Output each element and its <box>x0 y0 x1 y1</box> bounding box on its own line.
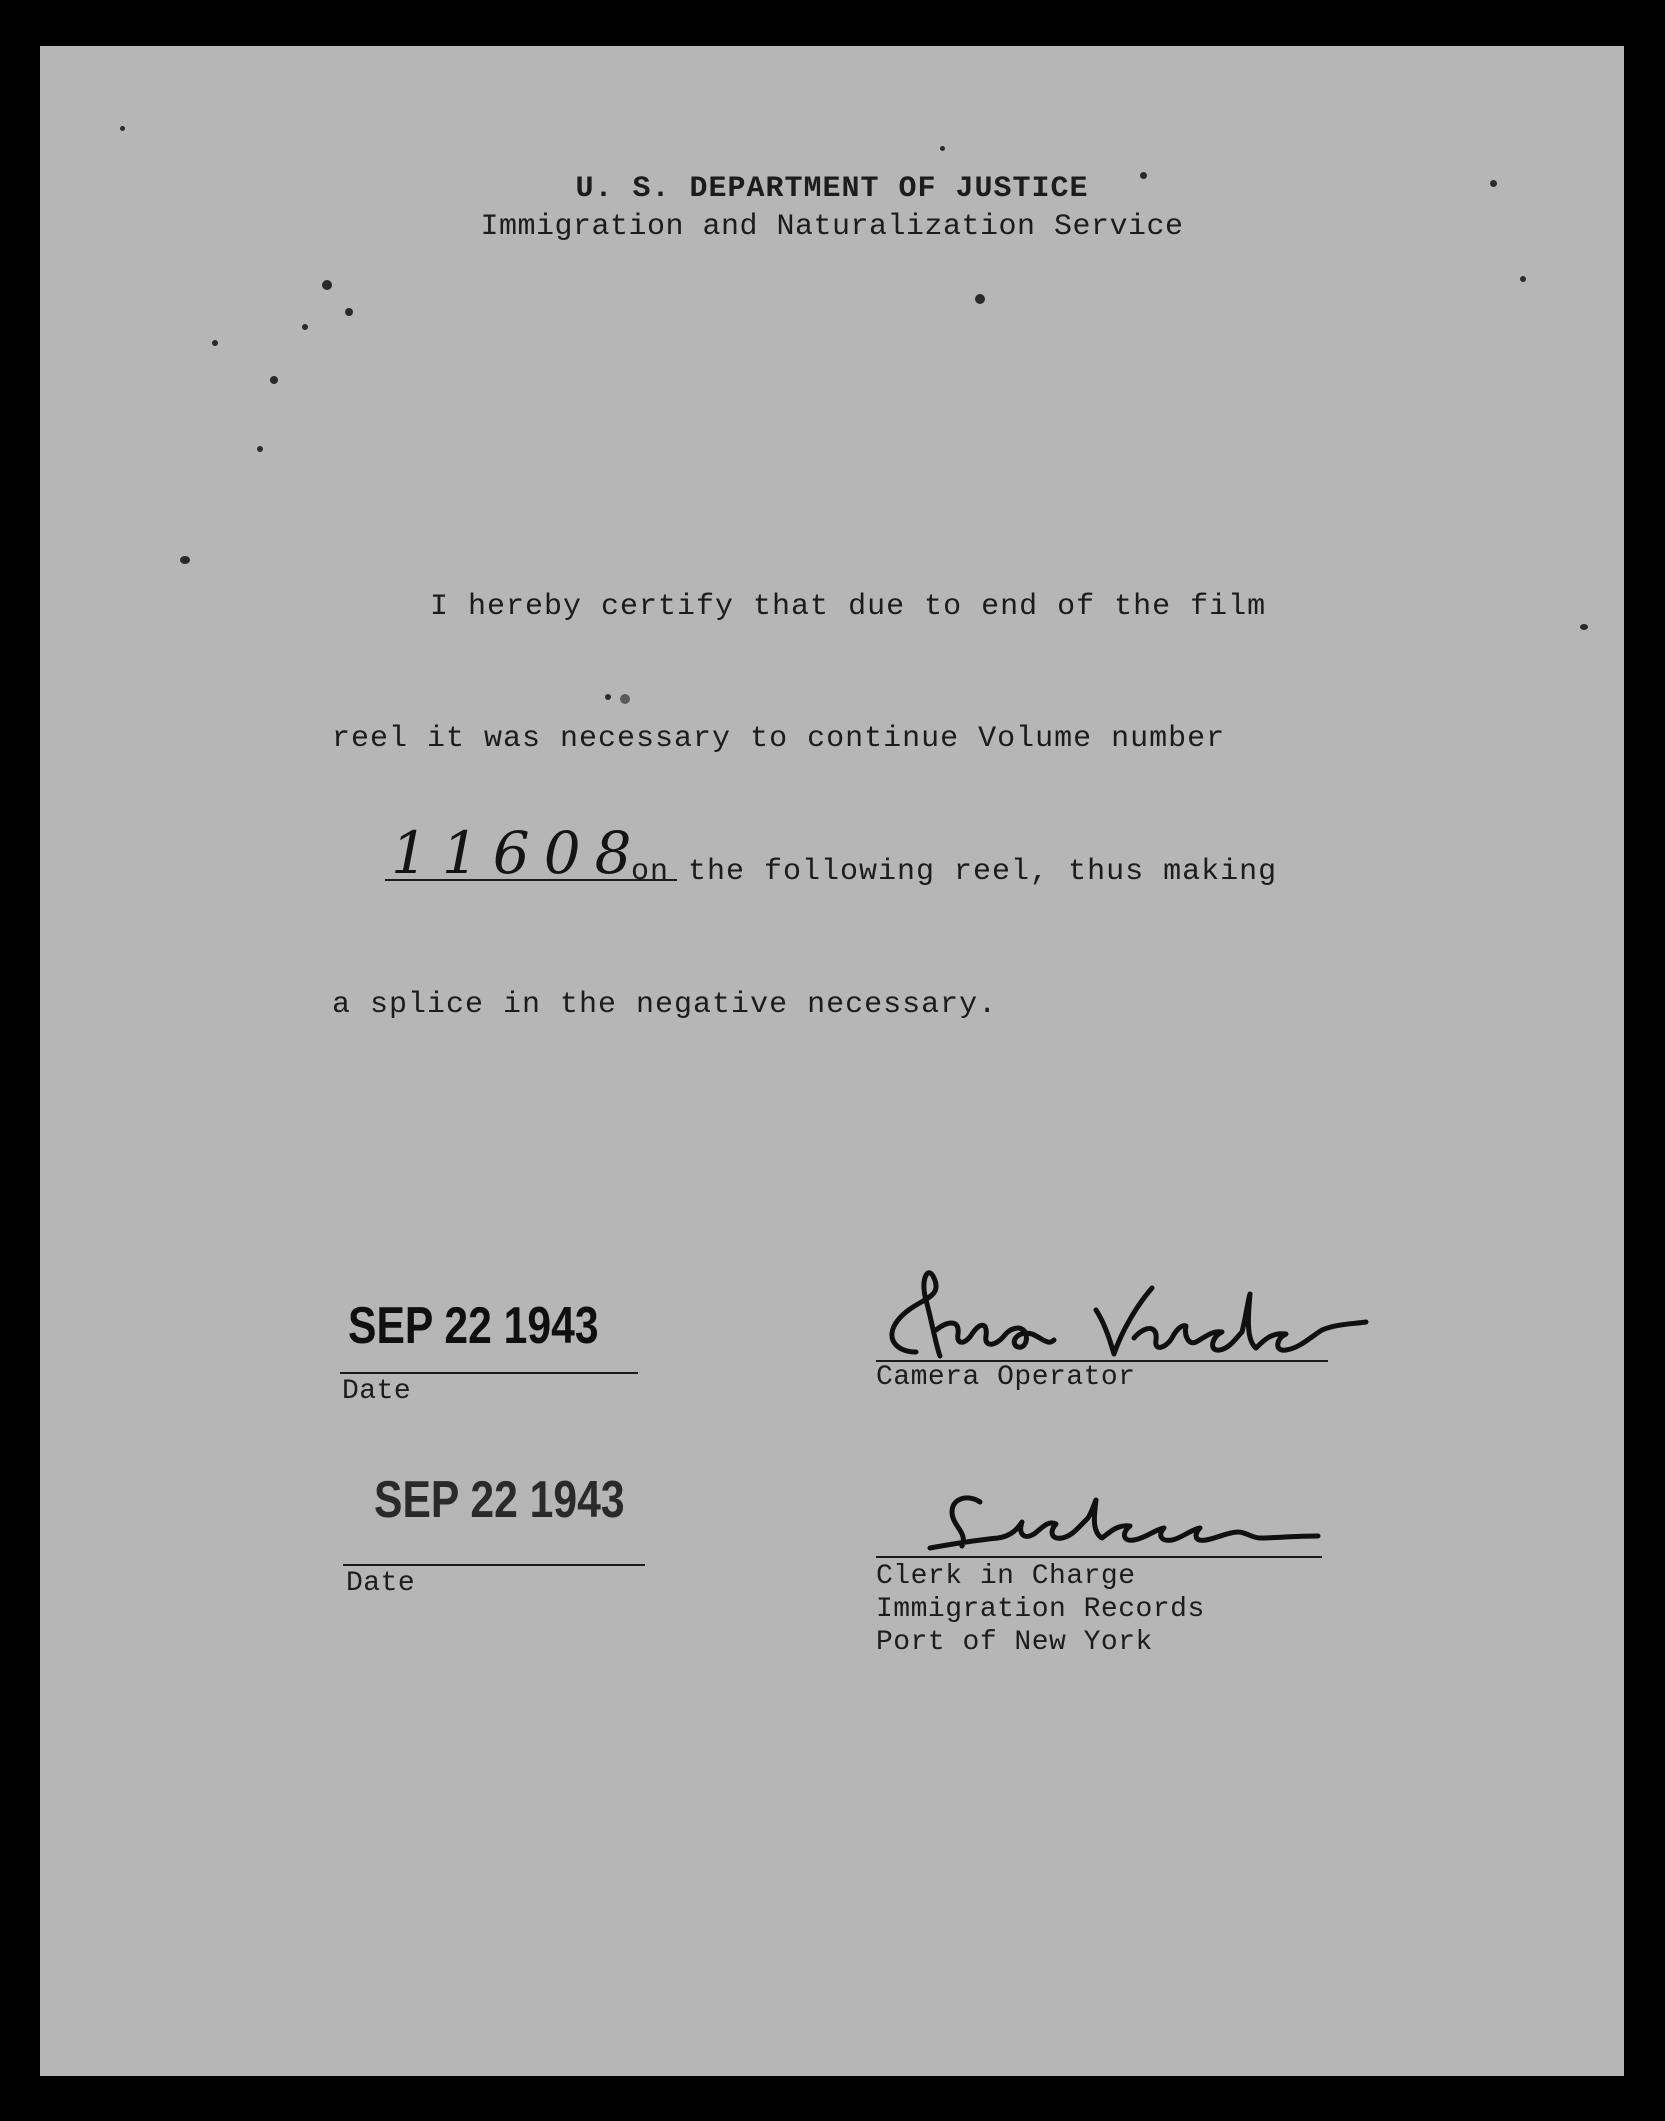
clerk-signature <box>922 1482 1342 1566</box>
certification-line-3: on the following reel, thus making <box>631 855 1278 889</box>
speck <box>1140 172 1147 179</box>
speck <box>180 556 190 564</box>
speck <box>257 446 263 452</box>
date-stamp-2: SEP 22 1943 <box>374 1471 625 1529</box>
camera-operator-signature <box>876 1260 1396 1370</box>
department-heading: U. S. DEPARTMENT OF JUSTICE <box>575 172 1089 206</box>
speck <box>605 694 611 700</box>
clerk-title-line-1: Clerk in Charge <box>876 1561 1136 1592</box>
speck <box>212 340 218 346</box>
clerk-title-line-3: Port of New York <box>876 1627 1153 1658</box>
camera-operator-label: Camera Operator <box>876 1362 1136 1393</box>
speck <box>940 146 945 151</box>
speck <box>270 376 278 384</box>
volume-number-handwritten: 11608 <box>385 827 677 881</box>
speck <box>120 126 125 131</box>
clerk-title-block <box>876 1560 1205 1659</box>
certification-line-4: a splice in the negative necessary. <box>332 988 998 1022</box>
date-2-signature-line <box>343 1564 645 1566</box>
speck <box>1490 180 1497 187</box>
date-stamp-1: SEP 22 1943 <box>348 1297 599 1355</box>
speck <box>975 294 985 304</box>
document-page <box>40 46 1624 2076</box>
clerk-title-line-2: Immigration Records <box>876 1594 1205 1625</box>
speck <box>322 280 332 290</box>
speck <box>1580 624 1588 630</box>
service-subheading: Immigration and Naturalization Service <box>480 210 1184 244</box>
speck <box>620 694 630 704</box>
speck <box>1520 276 1526 282</box>
date-label-2: Date <box>346 1568 416 1599</box>
date-1-signature-line <box>340 1372 638 1374</box>
certification-line-2: reel it was necessary to continue Volume number <box>332 722 1226 756</box>
date-label-1: Date <box>342 1376 412 1407</box>
certification-line-1: I hereby certify that due to end of the film <box>430 590 1267 624</box>
speck <box>302 324 308 330</box>
speck <box>345 308 353 316</box>
clerk-signature-line <box>876 1556 1322 1558</box>
